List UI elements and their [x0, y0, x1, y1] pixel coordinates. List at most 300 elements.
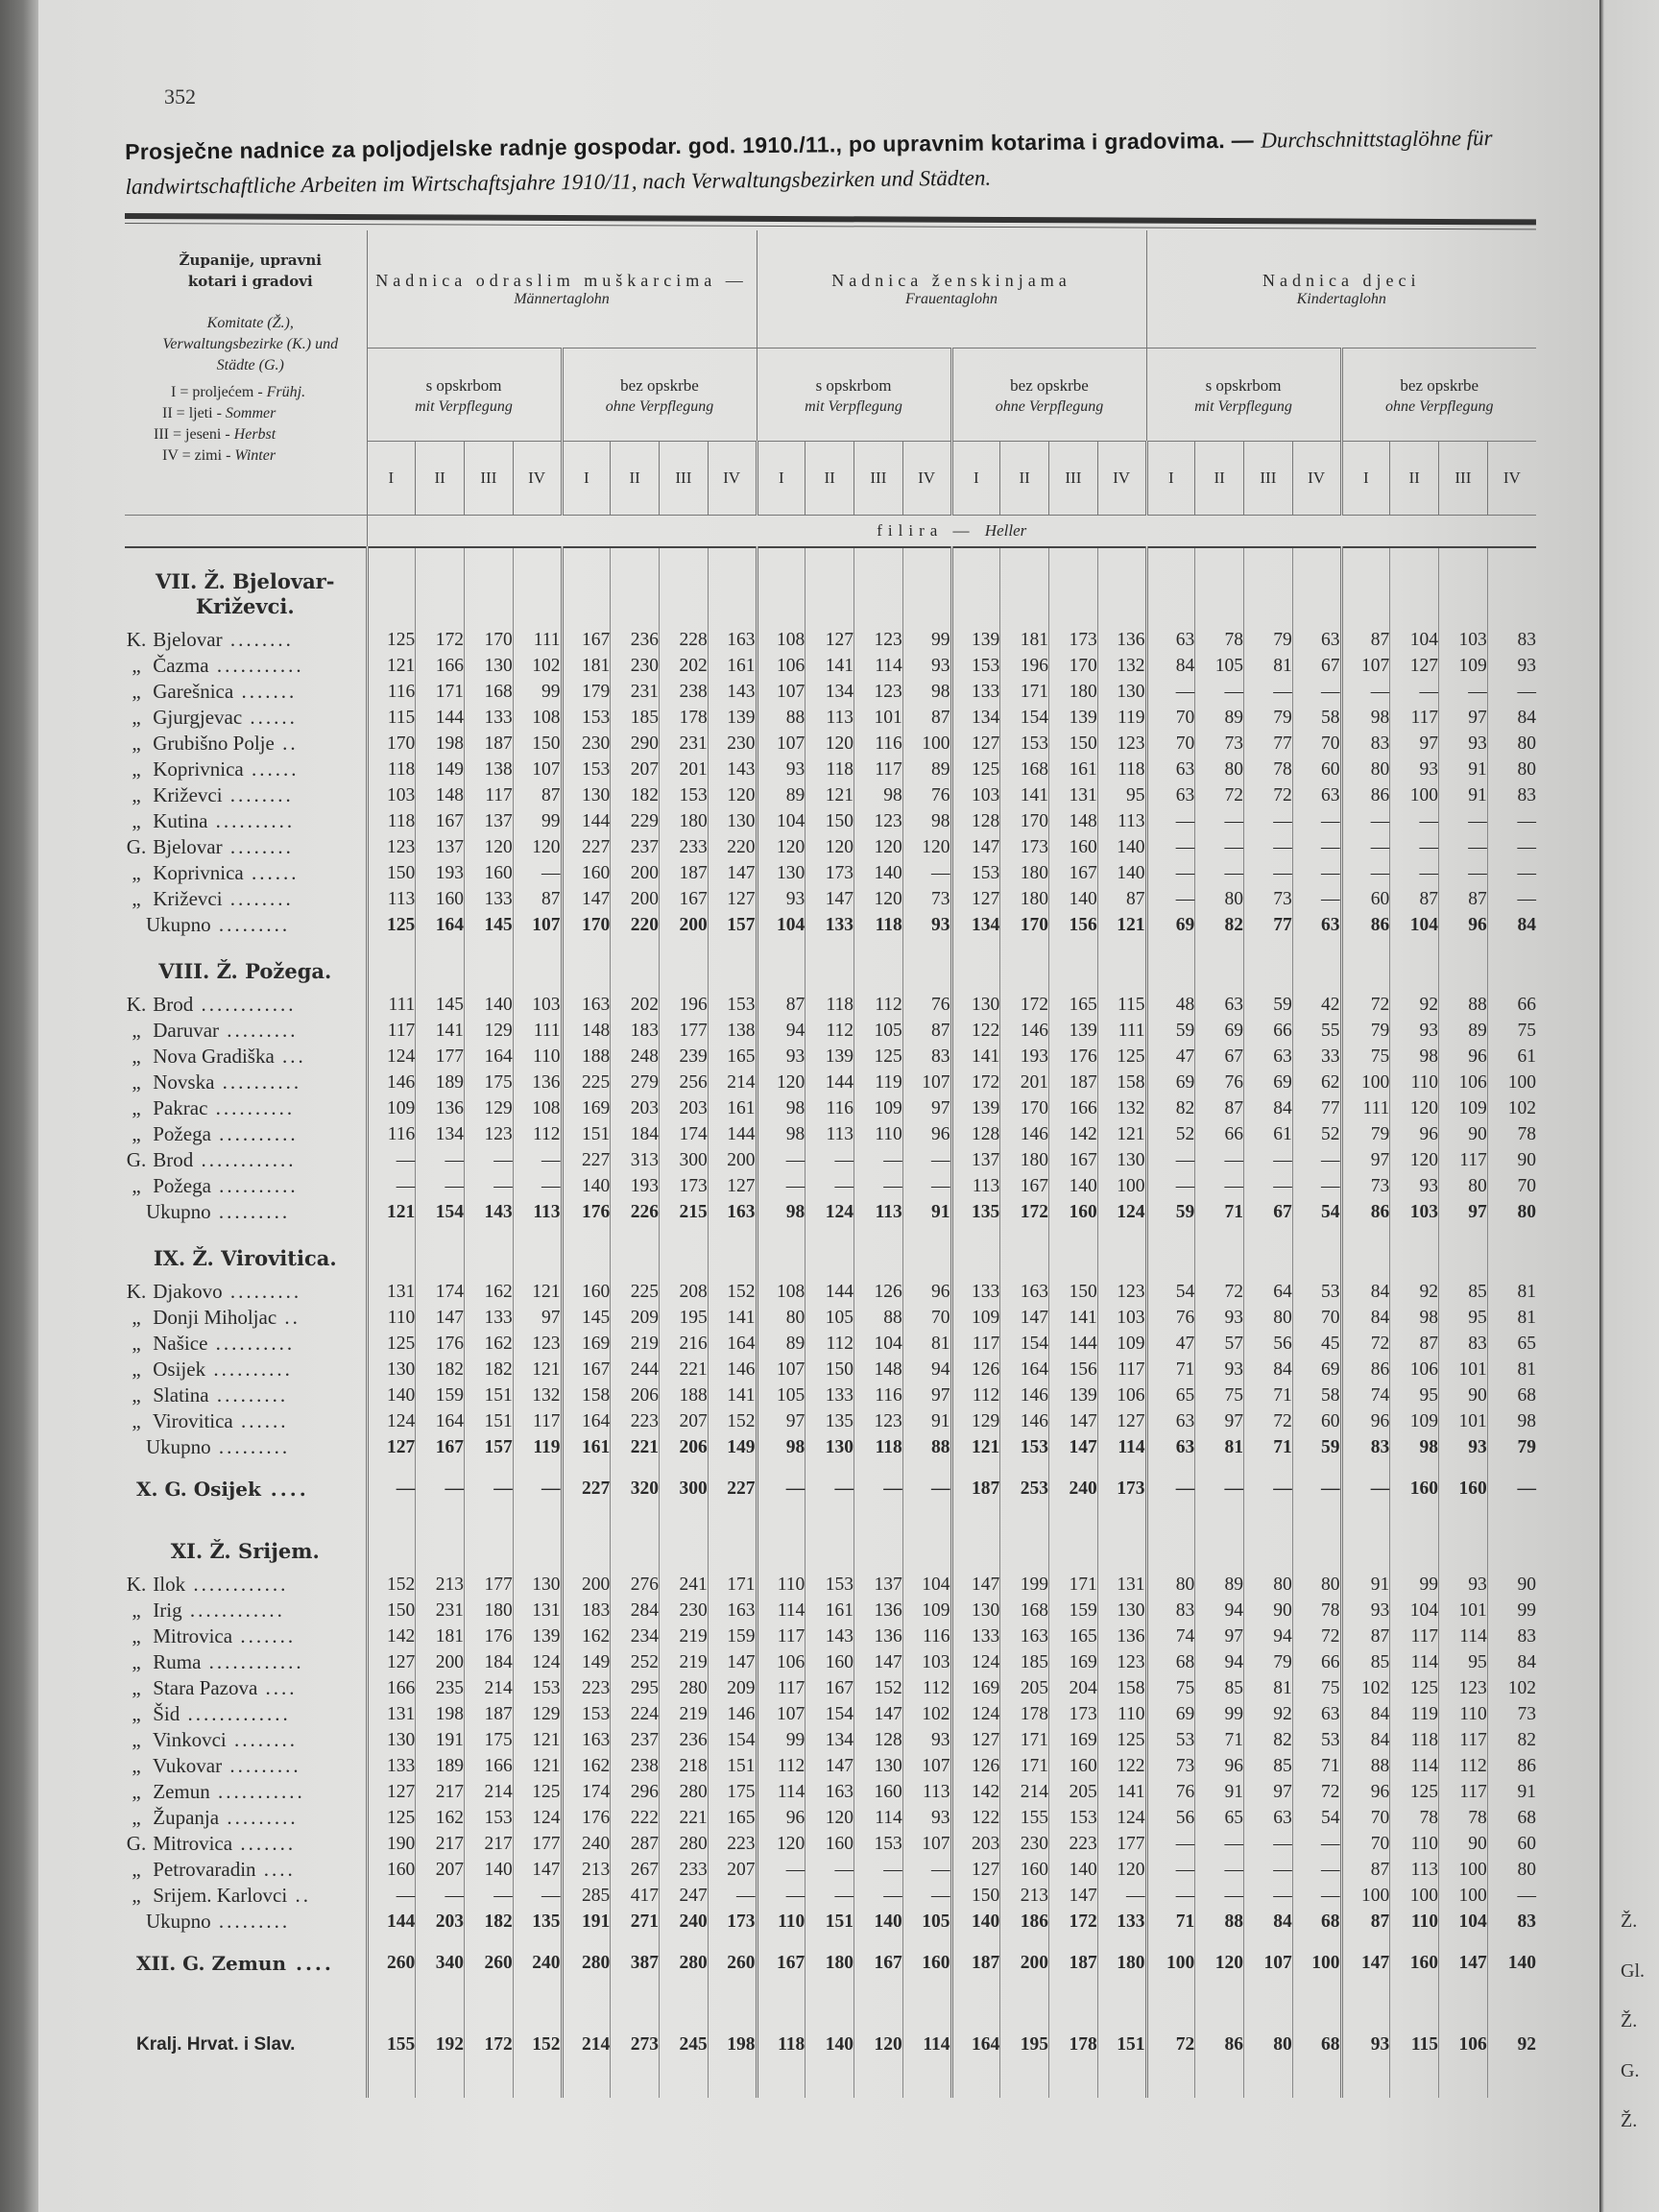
value-cell: 164 [1000, 1357, 1049, 1382]
value-cell: 76 [1146, 1779, 1195, 1805]
value-cell: — [1341, 860, 1390, 886]
value-cell: 130 [367, 1727, 416, 1753]
value-cell: 97 [1244, 1779, 1293, 1805]
subgroup-men-without [562, 349, 757, 442]
value-cell: 80 [1487, 757, 1536, 782]
value-cell: 145 [416, 992, 465, 1018]
value-cell: 127 [1390, 653, 1439, 679]
value-cell: 148 [562, 1018, 611, 1044]
row-label [125, 1070, 367, 1095]
empty-cell [1244, 938, 1293, 992]
value-cell: 162 [562, 1753, 611, 1779]
value-cell: 128 [854, 1727, 903, 1753]
value-cell: 130 [805, 1434, 854, 1460]
value-cell: 98 [757, 1121, 805, 1147]
value-cell: 33 [1292, 1044, 1341, 1070]
value-cell: 180 [660, 808, 709, 834]
value-cell: 226 [611, 1199, 660, 1225]
empty-cell [708, 938, 757, 992]
value-cell: — [1341, 834, 1390, 860]
table-row [125, 1753, 1536, 1779]
empty-cell [367, 1225, 416, 1279]
value-cell: 98 [757, 1434, 805, 1460]
empty-cell [1341, 1225, 1390, 1279]
table-row [125, 1331, 1536, 1357]
value-cell: 160 [465, 860, 514, 886]
value-cell: 117 [1390, 1623, 1439, 1649]
value-cell: — [1146, 860, 1195, 886]
value-cell: 139 [951, 627, 1000, 653]
value-cell: 147 [805, 886, 854, 912]
value-cell: 153 [708, 992, 757, 1018]
value-cell: 81 [902, 1331, 951, 1357]
value-cell: 155 [367, 1992, 416, 2098]
value-cell: 340 [416, 1935, 465, 1992]
value-cell: 94 [1195, 1649, 1244, 1675]
value-cell: 209 [708, 1675, 757, 1701]
value-cell: 160 [367, 1857, 416, 1883]
value-cell: 101 [1439, 1408, 1488, 1434]
value-cell: 62 [1292, 1070, 1341, 1095]
value-cell: — [1244, 1831, 1293, 1857]
value-cell: 104 [854, 1331, 903, 1357]
subgroup-german: mit Verpflegung [1194, 398, 1292, 415]
row-name: Pakrac [153, 1096, 208, 1119]
row-name: Koprivnica [153, 757, 244, 781]
value-cell: 113 [854, 1199, 903, 1225]
value-cell: 296 [611, 1779, 660, 1805]
leader-dots: ......... [210, 1200, 291, 1223]
value-cell: 191 [562, 1909, 611, 1935]
value-cell: 201 [1000, 1070, 1049, 1095]
row-name: Šid [153, 1702, 180, 1725]
value-cell: 113 [951, 1173, 1000, 1199]
value-cell: 136 [1097, 627, 1146, 653]
value-cell: 109 [854, 1095, 903, 1121]
value-cell: — [1146, 1173, 1195, 1199]
value-cell: — [416, 1883, 465, 1909]
value-cell: 80 [1195, 886, 1244, 912]
value-cell: 191 [416, 1727, 465, 1753]
row-name: Osijek [153, 1358, 206, 1381]
empty-cell [1097, 938, 1146, 992]
label-column-header [125, 230, 367, 516]
value-cell: 94 [1244, 1623, 1293, 1649]
value-cell: 110 [757, 1572, 805, 1598]
value-cell: 93 [1439, 1434, 1488, 1460]
value-cell: 63 [1146, 1434, 1195, 1460]
value-cell: 66 [1487, 992, 1536, 1018]
value-cell: 114 [757, 1598, 805, 1623]
value-cell: 139 [1049, 1018, 1098, 1044]
season-col-header: I [1146, 442, 1195, 516]
row-label [125, 1831, 367, 1857]
value-cell: 147 [805, 1753, 854, 1779]
value-cell: 300 [660, 1460, 709, 1518]
value-cell: 185 [611, 705, 660, 731]
value-cell: 70 [1341, 1831, 1390, 1857]
value-cell: 154 [1000, 705, 1049, 731]
value-cell: 72 [1195, 1279, 1244, 1305]
row-prefix: „ [132, 1358, 141, 1381]
value-cell: — [1487, 834, 1536, 860]
value-cell: 229 [611, 808, 660, 834]
empty-cell [1390, 1225, 1439, 1279]
value-cell: 53 [1292, 1279, 1341, 1305]
value-cell: 221 [611, 1434, 660, 1460]
value-cell: 71 [1292, 1753, 1341, 1779]
value-cell: 126 [854, 1279, 903, 1305]
value-cell: 153 [805, 1572, 854, 1598]
empty-cell [902, 1518, 951, 1572]
value-cell: 80 [1244, 1305, 1293, 1331]
season-legend-de: Herbst [233, 426, 276, 443]
value-cell: 158 [1097, 1675, 1146, 1701]
value-cell: 201 [660, 757, 709, 782]
empty-cell [757, 547, 805, 627]
value-cell: 106 [1390, 1357, 1439, 1382]
value-cell: 79 [1341, 1018, 1390, 1044]
row-name: Požega [153, 1122, 211, 1145]
value-cell: 98 [1390, 1305, 1439, 1331]
value-cell: — [1195, 679, 1244, 705]
empty-cell [1146, 1225, 1195, 1279]
value-cell: 260 [465, 1935, 514, 1992]
value-cell: 180 [1000, 860, 1049, 886]
leader-dots: .......... [207, 809, 296, 832]
value-cell: 180 [1049, 679, 1098, 705]
table-row [125, 1279, 1536, 1305]
row-prefix: „ [132, 861, 141, 884]
value-cell: 162 [465, 1331, 514, 1357]
empty-cell [1487, 1518, 1536, 1572]
value-cell: 130 [854, 1753, 903, 1779]
value-cell: 153 [951, 860, 1000, 886]
value-cell: 118 [367, 757, 416, 782]
leader-dots: ......... [219, 1019, 299, 1042]
value-cell: 165 [708, 1044, 757, 1070]
value-cell: 144 [367, 1909, 416, 1935]
leader-dots: ......... [219, 1806, 299, 1829]
value-cell: 179 [562, 679, 611, 705]
value-cell: 140 [1097, 834, 1146, 860]
value-cell: 120 [708, 782, 757, 808]
value-cell: 70 [1146, 705, 1195, 731]
value-cell: 93 [1439, 1572, 1488, 1598]
value-cell: 121 [367, 1199, 416, 1225]
value-cell: 130 [951, 1598, 1000, 1623]
empty-cell [805, 1225, 854, 1279]
value-cell: 118 [1390, 1727, 1439, 1753]
value-cell: 160 [854, 1779, 903, 1805]
value-cell: 68 [1487, 1382, 1536, 1408]
value-cell: 96 [1439, 912, 1488, 938]
empty-cell [1439, 1518, 1488, 1572]
season-col-header: IV [1487, 442, 1536, 516]
section-heading-row [125, 938, 1536, 992]
value-cell: — [805, 1147, 854, 1173]
value-cell: 199 [1000, 1572, 1049, 1598]
value-cell: 120 [805, 834, 854, 860]
value-cell: 78 [1244, 757, 1293, 782]
value-cell: — [805, 1460, 854, 1518]
unit-label: filira — [877, 521, 975, 540]
value-cell: 142 [1049, 1121, 1098, 1147]
value-cell: 133 [805, 1382, 854, 1408]
value-cell: — [805, 1173, 854, 1199]
value-cell: — [1292, 834, 1341, 860]
value-cell: 71 [1244, 1382, 1293, 1408]
value-cell: 56 [1146, 1805, 1195, 1831]
value-cell: 103 [367, 782, 416, 808]
value-cell: 131 [1097, 1572, 1146, 1598]
season-legend-hr: zimi [194, 447, 223, 464]
value-cell: 114 [1097, 1434, 1146, 1460]
value-cell: 188 [562, 1044, 611, 1070]
value-cell: 56 [1244, 1331, 1293, 1357]
value-cell: 153 [513, 1675, 562, 1701]
value-cell: 130 [562, 782, 611, 808]
value-cell: 111 [1341, 1095, 1390, 1121]
value-cell: 80 [1244, 1572, 1293, 1598]
value-cell: 151 [465, 1382, 514, 1408]
value-cell: 128 [951, 1121, 1000, 1147]
value-cell: 83 [1146, 1598, 1195, 1623]
value-cell: 79 [1341, 1121, 1390, 1147]
value-cell: 143 [708, 757, 757, 782]
value-cell: 68 [1292, 1909, 1341, 1935]
value-cell: 93 [1341, 1992, 1390, 2098]
value-cell: 120 [1390, 1095, 1439, 1121]
leader-dots: ............ [193, 1148, 297, 1171]
value-cell: — [1146, 679, 1195, 705]
value-cell: 169 [562, 1095, 611, 1121]
value-cell: 233 [660, 834, 709, 860]
value-cell: 160 [562, 1279, 611, 1305]
table-row [125, 1147, 1536, 1173]
value-cell: 125 [1390, 1675, 1439, 1701]
value-cell: 143 [465, 1199, 514, 1225]
value-cell: 134 [416, 1121, 465, 1147]
value-cell: 203 [611, 1095, 660, 1121]
value-cell: 100 [1097, 1173, 1146, 1199]
value-cell: 130 [367, 1357, 416, 1382]
value-cell: 173 [1049, 1701, 1098, 1727]
value-cell: — [465, 1883, 514, 1909]
value-cell: 87 [1390, 886, 1439, 912]
value-cell: 103 [513, 992, 562, 1018]
value-cell: 66 [1195, 1121, 1244, 1147]
value-cell: 234 [611, 1623, 660, 1649]
leader-dots: ........ [222, 628, 294, 651]
value-cell: 80 [1487, 731, 1536, 757]
season-legend-de: Winter [234, 447, 276, 464]
value-cell: 77 [1292, 1095, 1341, 1121]
value-cell: 115 [367, 705, 416, 731]
value-cell: 97 [757, 1408, 805, 1434]
section-title: IX. Ž. Virovitica. [153, 1246, 337, 1270]
value-cell: 81 [1487, 1279, 1536, 1305]
season-col-header: II [1195, 442, 1244, 516]
value-cell: 114 [854, 653, 903, 679]
table-row [125, 808, 1536, 834]
value-cell: 158 [562, 1382, 611, 1408]
value-cell: 73 [1341, 1173, 1390, 1199]
row-name: Novska [153, 1070, 215, 1094]
value-cell: — [1487, 1883, 1536, 1909]
value-cell: 72 [1341, 1331, 1390, 1357]
value-cell: — [416, 1460, 465, 1518]
value-cell: — [854, 1883, 903, 1909]
value-cell: 214 [465, 1675, 514, 1701]
value-cell: 83 [1487, 1909, 1536, 1935]
empty-cell [1049, 1225, 1098, 1279]
value-cell: 125 [1390, 1779, 1439, 1805]
table-row [125, 1173, 1536, 1199]
value-cell: 88 [902, 1434, 951, 1460]
row-name: Ilok [153, 1573, 186, 1596]
group-men-title: Nadnica odraslim muškarcima — [375, 270, 748, 290]
group-women [757, 230, 1146, 349]
empty-cell [660, 547, 709, 627]
value-cell: 154 [708, 1727, 757, 1753]
value-cell: 112 [902, 1675, 951, 1701]
value-cell: 150 [951, 1883, 1000, 1909]
value-cell: 69 [1146, 912, 1195, 938]
value-cell: 80 [1146, 1572, 1195, 1598]
value-cell: 86 [1487, 1753, 1536, 1779]
value-cell: 65 [1487, 1331, 1536, 1357]
group-children [1146, 230, 1536, 349]
value-cell: 161 [708, 653, 757, 679]
row-name: Križevci [153, 887, 223, 910]
value-cell: 90 [1439, 1831, 1488, 1857]
row-label [125, 1935, 367, 1992]
value-cell: 133 [951, 1279, 1000, 1305]
value-cell: 185 [1000, 1649, 1049, 1675]
value-cell: 140 [1049, 1857, 1098, 1883]
empty-cell [1292, 1518, 1341, 1572]
leader-dots: ........... [209, 1780, 305, 1803]
season-col-header: IV [1292, 442, 1341, 516]
value-cell: 161 [562, 1434, 611, 1460]
row-name: Križevci [153, 783, 223, 806]
row-name: Petrovaradin [153, 1858, 256, 1881]
value-cell: 87 [1097, 886, 1146, 912]
table-row [125, 679, 1536, 705]
value-cell: 72 [1195, 782, 1244, 808]
value-cell: 141 [708, 1382, 757, 1408]
value-cell: 76 [1146, 1305, 1195, 1331]
value-cell: 120 [465, 834, 514, 860]
value-cell: 163 [562, 1727, 611, 1753]
value-cell: 93 [1390, 1018, 1439, 1044]
value-cell: 143 [805, 1623, 854, 1649]
table-row [125, 782, 1536, 808]
row-label [125, 679, 367, 705]
row-name: Djakovo [153, 1280, 223, 1303]
value-cell: 238 [611, 1753, 660, 1779]
season-col-header: III [854, 442, 903, 516]
value-cell: 86 [1341, 782, 1390, 808]
value-cell: 63 [1292, 627, 1341, 653]
table-row [125, 1382, 1536, 1408]
value-cell: 75 [1195, 1382, 1244, 1408]
value-cell: 73 [1146, 1753, 1195, 1779]
value-cell: 81 [1244, 1675, 1293, 1701]
value-cell: 106 [1439, 1070, 1488, 1095]
subgroup-german: ohne Verpflegung [605, 398, 714, 415]
row-label [125, 705, 367, 731]
value-cell: — [1244, 808, 1293, 834]
value-cell: 87 [757, 992, 805, 1018]
value-cell: 207 [708, 1857, 757, 1883]
value-cell: 205 [1000, 1675, 1049, 1701]
value-cell: 104 [757, 808, 805, 834]
value-cell: 153 [562, 757, 611, 782]
value-cell: 167 [562, 627, 611, 653]
section-title: VIII. Ž. Požega. [158, 959, 332, 983]
value-cell: 115 [1097, 992, 1146, 1018]
value-cell: 202 [660, 653, 709, 679]
value-cell: — [513, 1173, 562, 1199]
value-cell: 121 [367, 653, 416, 679]
value-cell: 84 [1487, 1649, 1536, 1675]
table-row [125, 1649, 1536, 1675]
value-cell: — [854, 1147, 903, 1173]
row-prefix: „ [132, 706, 141, 729]
row-prefix: „ [132, 1332, 141, 1355]
value-cell: 147 [951, 834, 1000, 860]
value-cell: 54 [1292, 1805, 1341, 1831]
leader-dots: ......... [208, 1383, 289, 1407]
value-cell: 98 [1341, 705, 1390, 731]
value-cell: 219 [660, 1623, 709, 1649]
value-cell: 75 [1146, 1675, 1195, 1701]
value-cell: 124 [805, 1199, 854, 1225]
value-cell: 227 [562, 1147, 611, 1173]
section-total-row [125, 1199, 1536, 1225]
value-cell: 93 [757, 886, 805, 912]
season-col-header: II [611, 442, 660, 516]
leader-dots: ... [274, 1045, 306, 1068]
value-cell: 84 [1341, 1701, 1390, 1727]
value-cell: 159 [1049, 1598, 1098, 1623]
value-cell: 141 [1049, 1305, 1098, 1331]
empty-cell [805, 547, 854, 627]
value-cell: 87 [513, 782, 562, 808]
value-cell: 180 [805, 1935, 854, 1992]
empty-cell [1146, 938, 1195, 992]
value-cell: — [902, 860, 951, 886]
row-name: Koprivnica [153, 861, 244, 884]
value-cell: 267 [611, 1857, 660, 1883]
value-cell: 81 [1487, 1357, 1536, 1382]
value-cell: 256 [660, 1070, 709, 1095]
empty-cell [902, 938, 951, 992]
value-cell: 216 [660, 1331, 709, 1357]
value-cell: — [1439, 679, 1488, 705]
value-cell: 107 [757, 731, 805, 757]
season-col-header: III [1244, 442, 1293, 516]
value-cell: 107 [757, 1357, 805, 1382]
value-cell: 100 [1341, 1883, 1390, 1909]
value-cell: 86 [1341, 1199, 1390, 1225]
value-cell: 168 [1000, 757, 1049, 782]
empty-cell [562, 547, 611, 627]
equals-sign: = [172, 405, 189, 421]
value-cell: 125 [854, 1044, 903, 1070]
